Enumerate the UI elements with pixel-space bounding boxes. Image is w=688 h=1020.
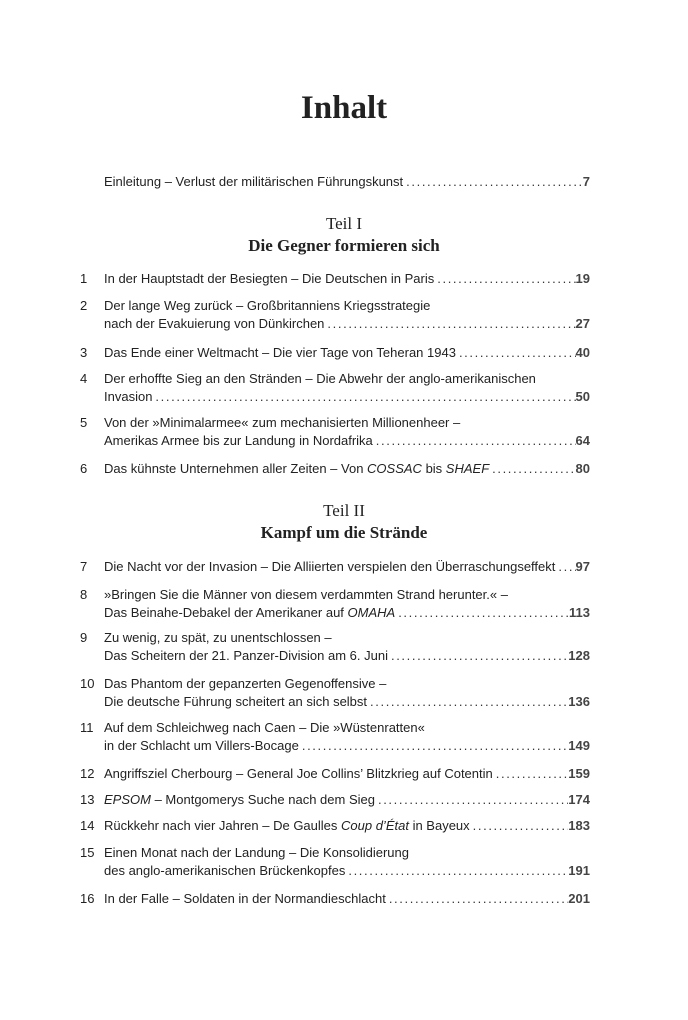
chapter-page: 19 xyxy=(575,271,590,286)
chapter-number: 5 xyxy=(80,415,88,430)
chapter-title-line: Die deutsche Führung scheitert an sich selbst xyxy=(104,694,368,709)
chapter-title-line: Das Scheitern der 21. Panzer-Division am 6. Juni xyxy=(104,648,388,663)
chapter-number: 15 xyxy=(80,845,95,860)
chapter-title-line: Das Phantom der gepanzerten Gegenoffensive – xyxy=(104,676,387,691)
toc-chapter-3 xyxy=(80,344,590,362)
chapter-title-line: Angriffsziel Cherbourg – General Joe Collins’ Blitzkrieg auf Cotentin xyxy=(104,766,493,781)
chapter-title-line: In der Hauptstadt der Besiegten – Die Deutschen in Paris xyxy=(104,271,435,286)
chapter-title-line: Invasion xyxy=(104,389,153,404)
toc-chapter-16 xyxy=(80,890,590,908)
chapter-number: 10 xyxy=(80,676,95,691)
toc-chapter-7 xyxy=(80,558,590,576)
chapter-number: 9 xyxy=(80,630,88,645)
toc-chapter-9 xyxy=(80,629,590,665)
page-title: Inhalt xyxy=(300,90,388,126)
chapter-title-line: Das Ende einer Weltmacht – Die vier Tage von Teheran 1943 xyxy=(104,345,456,360)
part-heading-1 xyxy=(0,213,688,257)
toc-chapter-1 xyxy=(80,270,590,288)
toc-chapter-10 xyxy=(80,675,590,711)
chapter-page: 174 xyxy=(568,792,590,807)
intro-page: 7 xyxy=(582,174,590,189)
chapter-number: 13 xyxy=(80,792,95,807)
part-subtitle: Kampf um die Strände xyxy=(260,523,428,542)
chapter-number: 8 xyxy=(80,587,88,602)
part-subtitle: Die Gegner formieren sich xyxy=(248,236,440,255)
chapter-title-line: Das kühnste Unternehmen aller Zeiten – Von COSSAC bis SHAEF xyxy=(104,461,490,476)
chapter-title-line: Von der »Minimalarmee« zum mechanisierten Millionenheer – xyxy=(104,415,461,430)
part-heading-2 xyxy=(0,500,688,544)
chapter-title-line: In der Falle – Soldaten in der Normandieschlacht xyxy=(104,891,386,906)
chapter-page: 50 xyxy=(575,389,590,404)
toc-chapter-12 xyxy=(80,765,590,783)
chapter-page: 113 xyxy=(569,605,590,620)
chapter-number: 14 xyxy=(80,818,95,833)
chapter-title-line: Auf dem Schleichweg nach Caen – Die »Wüstenratten« xyxy=(104,720,425,735)
chapter-page: 149 xyxy=(568,738,590,753)
toc-chapter-8 xyxy=(80,586,590,622)
chapter-title-line: »Bringen Sie die Männer von diesem verdammten Strand herunter.« – xyxy=(104,587,508,602)
toc-chapter-2 xyxy=(80,297,590,333)
chapter-number: 2 xyxy=(80,298,88,313)
chapter-title-line: Zu wenig, zu spät, zu unentschlossen – xyxy=(104,630,332,645)
chapter-title-line: Einen Monat nach der Landung – Die Konsolidierung xyxy=(104,845,409,860)
chapter-title-line: Das Beinahe-Debakel der Amerikaner auf OMAHA xyxy=(104,605,396,620)
chapter-title-line: des anglo-amerikanischen Brückenkopfes xyxy=(104,863,346,878)
chapter-number: 7 xyxy=(80,559,88,574)
chapter-page: 201 xyxy=(568,891,590,906)
toc-chapter-13 xyxy=(80,791,590,809)
chapter-page: 27 xyxy=(575,316,590,331)
toc-chapter-5 xyxy=(80,414,590,450)
chapter-title-line: Rückkehr nach vier Jahren – De Gaulles Coup d’État in Bayeux xyxy=(104,818,470,833)
chapter-number: 16 xyxy=(80,891,95,906)
toc-chapter-4 xyxy=(80,370,590,406)
toc-intro xyxy=(104,173,590,191)
chapter-number: 4 xyxy=(80,371,88,386)
chapter-title-line: Der lange Weg zurück – Großbritanniens Kriegsstrategie xyxy=(104,298,431,313)
chapter-page: 183 xyxy=(568,818,590,833)
chapter-title-line: nach der Evakuierung von Dünkirchen xyxy=(104,316,325,331)
chapter-title-line: EPSOM – Montgomerys Suche nach dem Sieg xyxy=(104,792,375,807)
chapter-page: 191 xyxy=(568,863,590,878)
toc-chapter-14 xyxy=(80,817,590,835)
toc-chapter-11 xyxy=(80,719,590,755)
chapter-page: 97 xyxy=(575,559,590,574)
chapter-title-line: Der erhoffte Sieg an den Stränden – Die Abwehr der anglo-amerikanischen xyxy=(104,371,536,386)
chapter-number: 6 xyxy=(80,461,88,476)
chapter-number: 12 xyxy=(80,766,95,781)
chapter-page: 136 xyxy=(568,694,590,709)
chapter-title-line: Amerikas Armee bis zur Landung in Nordafrika xyxy=(104,433,373,448)
chapter-title-line: in der Schlacht um Villers-Bocage xyxy=(104,738,299,753)
chapter-page: 159 xyxy=(568,766,590,781)
chapter-number: 3 xyxy=(80,345,88,360)
chapter-title-line: Die Nacht vor der Invasion – Die Alliierten verspielen den Überraschungseffekt xyxy=(104,559,556,574)
toc-chapter-6 xyxy=(80,460,590,478)
part-label: Teil I xyxy=(325,214,363,233)
intro-text: Einleitung – Verlust der militärischen Führungskunst xyxy=(104,174,404,189)
chapter-number: 11 xyxy=(80,720,94,735)
part-label: Teil II xyxy=(323,501,365,520)
chapter-page: 64 xyxy=(575,433,590,448)
toc-chapter-15 xyxy=(80,844,590,880)
chapter-page: 128 xyxy=(568,648,590,663)
chapter-number: 1 xyxy=(80,271,88,286)
chapter-page: 40 xyxy=(575,345,590,360)
chapter-page: 80 xyxy=(575,461,590,476)
